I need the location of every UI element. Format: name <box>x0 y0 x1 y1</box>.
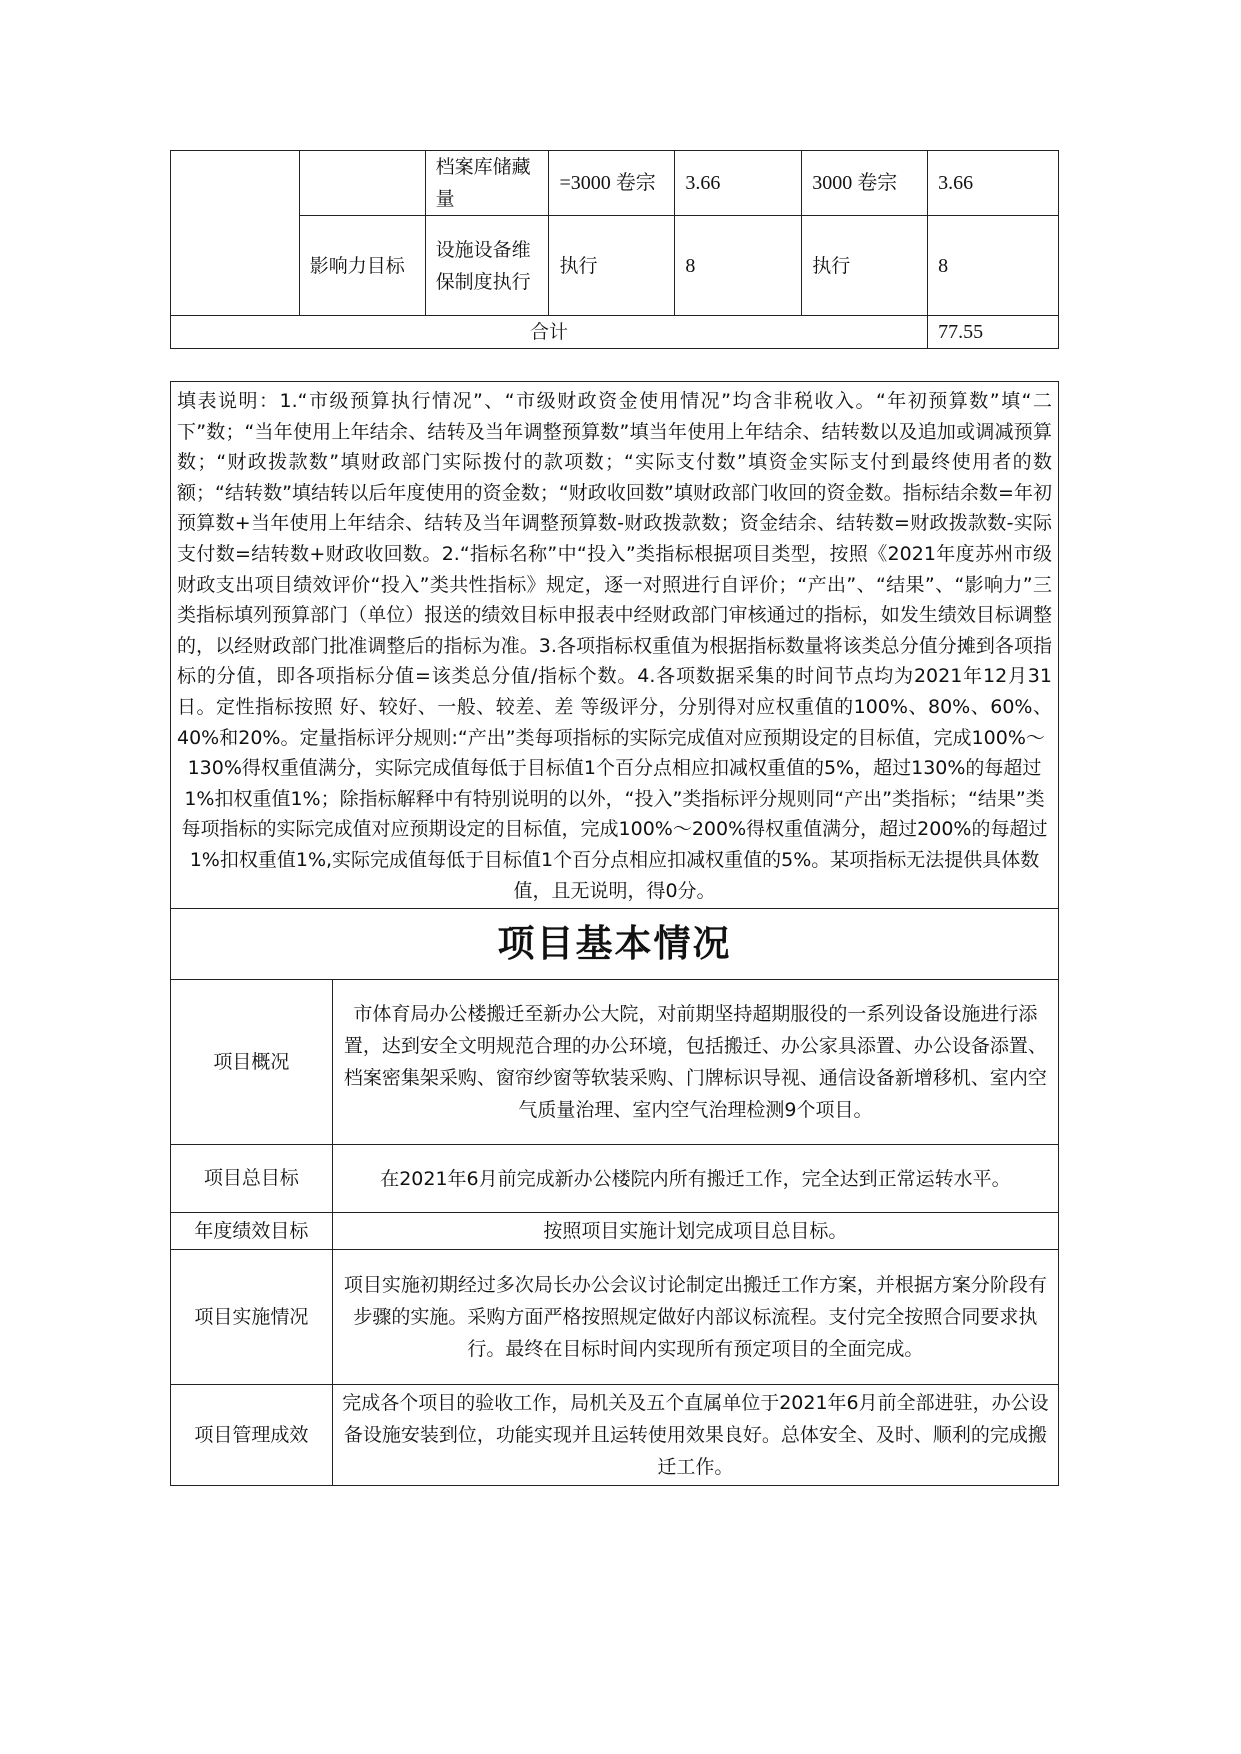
row-content: 完成各个项目的验收工作，局机关及五个直属单位于2021年6月前全部进驻，办公设备设施安装到位，功能实现并且运转使用效果良好。总体安全、及时、顺利的完成搬迁工作。 <box>332 1385 1058 1486</box>
indicator-name-cell: 档案库储藏量 <box>425 151 549 216</box>
target-value-cell: 执行 <box>549 216 675 316</box>
row-label: 项目概况 <box>171 980 333 1145</box>
empty-cell <box>171 151 300 316</box>
score-cell: 3.66 <box>928 151 1059 216</box>
notes-text: 填表说明：1.“市级预算执行情况”、“市级财政资金使用情况”均含非税收入。“年初预算数”填“二下”数；“当年使用上年结余、结转及当年调整预算数”填当年使用上年结余、结转数以及追加或调减预算数；“财政拨款数”填财政部门实际拨付的款项数；“实际支付数”填资金实际支付到最终使用者的数额；“结转数”填结转以后年度使用的资金数；“财政收回数”填财政部门收回的资金数。指标结余数=年初预算数+当年使用上年结余、结转及当年调整预算数-财政拨款数；资金结余、结转数=财政拨款数-实际支付数=结转数+财政收回数。2.“指标名称”中“投入”类指标根据项目类型，按照《2021年度苏州市级财政支出项目绩效评价“投入”类共性指标》规定，逐一对照进行自评价；“产出”、“结果”、“影响力”三类指标填列预算部门（单位）报送的绩效目标申报表中经财政部门审核通过的指标，如发生绩效目标调整的，以经财政部门批准调整后的指标为准。3.各项指标权重值为根据指标数量将该类总分值分摊到各项指标的分值，即各项指标分值=该类总分值/指标个数。4.各项数据采集的时间节点均为2021年12月31日。定性指标按照 好、较好、一般、较差、差 等级评分，分别得对应权重值的100%、80%、60%、40%和20%。定量指标评分规则:“产出”类每项指标的实际完成值对应预期设定的目标值，完成100%～ <box>177 390 1052 749</box>
total-score-cell: 77.55 <box>928 316 1059 349</box>
row-content: 市体育局办公楼搬迁至新办公大院，对前期坚持超期服役的一系列设备设施进行添置，达到安全文明规范合理的办公环境，包括搬迁、办公家具添置、办公设备添置、档案密集架采购、窗帘纱窗等软装采购、门牌标识导视、通信设备新增移机、室内空气质量治理、室内空气治理检测9个项目。 <box>332 980 1058 1145</box>
actual-value-cell: 执行 <box>802 216 928 316</box>
total-label-cell: 合计 <box>171 316 928 349</box>
row-content: 在2021年6月前完成新办公楼院内所有搬迁工作，完全达到正常运转水平。 <box>332 1145 1058 1213</box>
notes-cell <box>171 382 1059 909</box>
weight-cell: 3.66 <box>675 151 802 216</box>
section-title: 项目基本情况 <box>171 909 1059 980</box>
category-cell: 影响力目标 <box>299 216 425 316</box>
score-cell: 8 <box>928 216 1059 316</box>
empty-category-cell <box>299 151 425 216</box>
row-content: 按照项目实施计划完成项目总目标。 <box>332 1213 1058 1250</box>
weight-cell: 8 <box>675 216 802 316</box>
performance-indicator-table <box>170 150 1059 349</box>
row-label: 项目管理成效 <box>171 1385 333 1486</box>
target-value-cell: =3000 卷宗 <box>549 151 675 216</box>
row-label: 项目实施情况 <box>171 1250 333 1385</box>
row-label: 项目总目标 <box>171 1145 333 1213</box>
indicator-name-cell: 设施设备维保制度执行 <box>425 216 549 316</box>
actual-value-cell: 3000 卷宗 <box>802 151 928 216</box>
notes-text-continued: 130%得权重值满分，实际完成值每低于目标值1个百分点相应扣减权重值的5%，超过130%的每超过1%扣权重值1%；除指标解释中有特别说明的以外，“投入”类指标评分规则同“产出”类指标；“结果”类每项指标的实际完成值对应预期设定的目标值，完成100%～200%得权重值满分，超过200%的每超过1%扣权重值1%,实际完成值每低于目标值1个百分点相应扣减权重值的5%。某项指标无法提供具体数值，且无说明，得0分。 <box>181 757 1048 902</box>
row-label: 年度绩效目标 <box>171 1213 333 1250</box>
project-info-table <box>170 381 1059 1486</box>
row-content: 项目实施初期经过多次局长办公会议讨论制定出搬迁工作方案，并根据方案分阶段有步骤的实施。采购方面严格按照规定做好内部议标流程。支付完全按照合同要求执行。最终在目标时间内实现所有预定项目的全面完成。 <box>332 1250 1058 1385</box>
